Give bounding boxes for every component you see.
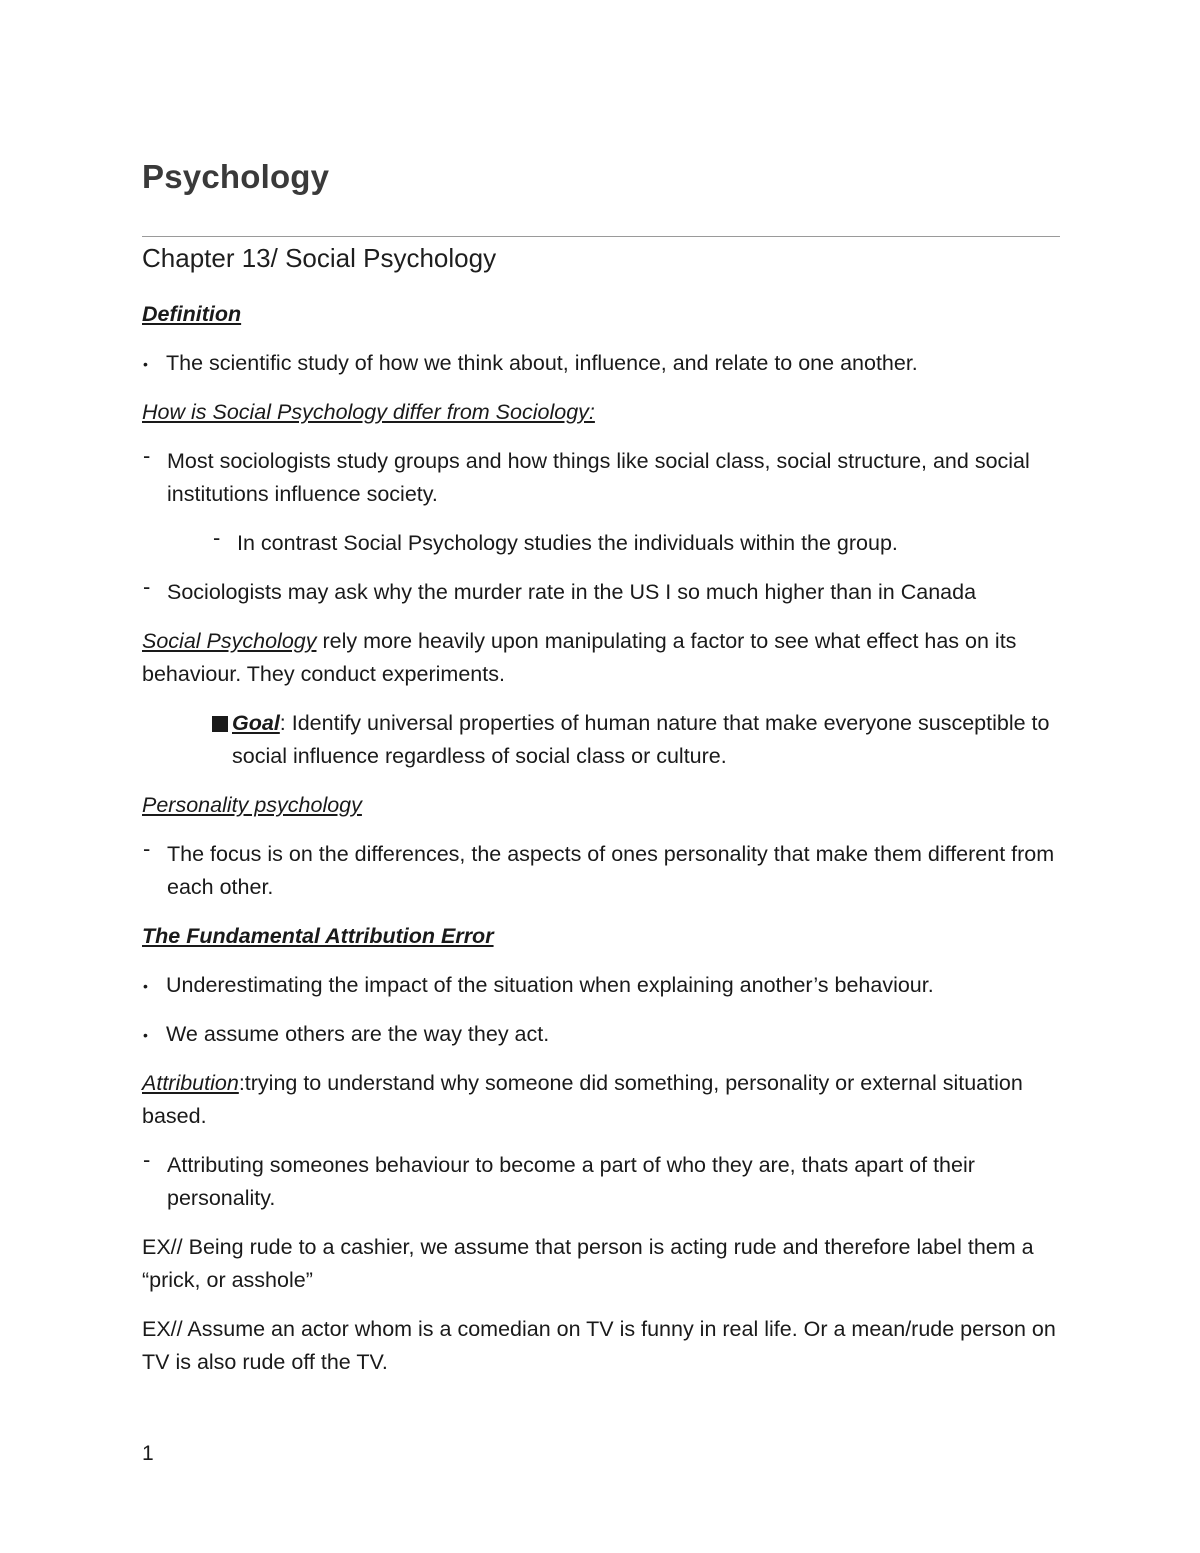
personality-item	[142, 838, 1060, 904]
sociology-subitem	[212, 527, 1060, 560]
sociology-item-1	[142, 445, 1060, 511]
definition-bullet	[142, 347, 1060, 380]
definition-heading: Definition	[142, 302, 242, 326]
dash-bullet-icon: -	[143, 836, 151, 861]
bullet-dot-icon: •	[143, 1027, 148, 1043]
definition-text: The scientific study of how we think about, influence, and relate to one another.	[166, 351, 918, 375]
page-number: 1	[142, 1442, 154, 1465]
example-1: EX// Being rude to a cashier, we assume that person is acting rude and therefore label them a “prick, or asshole”	[142, 1235, 1034, 1292]
fae-bullet-2-text: We assume others are the way they act.	[166, 1022, 550, 1046]
personality-section-heading	[142, 789, 1060, 822]
document-title: Psychology	[142, 158, 330, 195]
fae-heading: The Fundamental Attribution Error	[142, 924, 494, 948]
attribution-text: :trying to understand why someone did something, personality or external situation based.	[142, 1071, 1023, 1128]
bullet-dot-icon: •	[143, 978, 148, 994]
sociology-item-1-text: Most sociologists study groups and how things like social class, social structure, and social institutions influence society.	[167, 449, 1030, 506]
sociology-item-2	[142, 576, 1060, 609]
sociology-section-heading	[142, 396, 1060, 429]
goal-label: Goal	[232, 711, 280, 735]
document-page	[142, 0, 1060, 1553]
document-body	[142, 298, 1060, 1395]
personality-heading: Personality psychology	[142, 793, 362, 817]
bullet-dot-icon: •	[143, 356, 148, 372]
dash-bullet-icon: -	[143, 574, 151, 599]
dash-bullet-icon: -	[143, 443, 151, 468]
square-bullet-icon	[212, 716, 228, 732]
sociology-subitem-text: In contrast Social Psychology studies the individuals within the group.	[237, 531, 898, 555]
fae-section-heading	[142, 920, 1060, 953]
sociology-heading: How is Social Psychology differ from Sociology:	[142, 400, 595, 424]
title-divider	[142, 236, 1060, 237]
sociology-item-2-text: Sociologists may ask why the murder rate in the US I so much higher than in Canada	[167, 580, 977, 604]
social-psychology-text: rely more heavily upon manipulating a factor to see what effect has on its behaviour. They conduct experiments.	[142, 629, 1017, 686]
personality-item-text: The focus is on the differences, the aspects of ones personality that make them different from each other.	[167, 842, 1055, 899]
example-2: EX// Assume an actor whom is a comedian on TV is funny in real life. Or a mean/rude person on TV is also rude off the TV.	[142, 1317, 1056, 1374]
attribution-paragraph	[142, 1067, 1060, 1133]
dash-bullet-icon: -	[143, 1147, 151, 1172]
goal-text: : Identify universal properties of human nature that make everyone susceptible to social influence regardless of social class or culture.	[232, 711, 1050, 768]
fae-bullet-2	[142, 1018, 1060, 1051]
fae-bullet-1-text: Underestimating the impact of the situation when explaining another’s behaviour.	[166, 973, 934, 997]
attribution-item	[142, 1149, 1060, 1215]
fae-bullet-1	[142, 969, 1060, 1002]
attribution-term: Attribution	[142, 1071, 239, 1095]
goal-item	[212, 707, 1060, 773]
attribution-item-text: Attributing someones behaviour to become a part of who they are, thats apart of their personality.	[167, 1153, 975, 1210]
social-psychology-term: Social Psychology	[142, 629, 317, 653]
social-psychology-paragraph	[142, 625, 1060, 691]
definition-section-heading	[142, 298, 1060, 331]
dash-bullet-icon: -	[213, 525, 221, 550]
chapter-heading: Chapter 13/ Social Psychology	[142, 243, 497, 273]
